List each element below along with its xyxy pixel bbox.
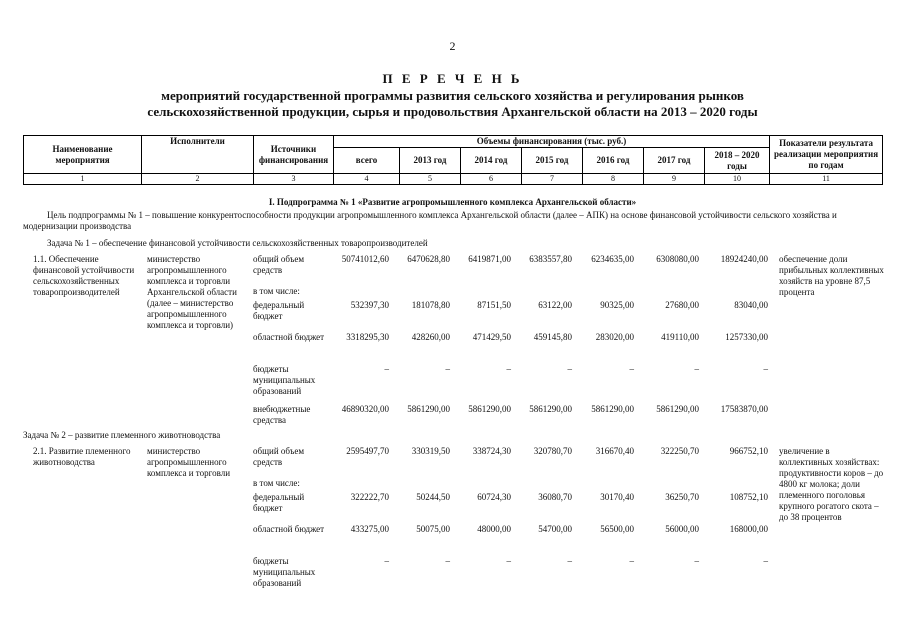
funding-value: 283020,00 bbox=[595, 332, 634, 342]
funding-value: 5861290,00 bbox=[407, 404, 450, 414]
col-number: 9 bbox=[644, 174, 705, 185]
funding-value: 27680,00 bbox=[665, 300, 699, 310]
header-total: всего bbox=[334, 148, 400, 174]
goal-text: Цель подпрограммы № 1 – повышение конкурентоспособности продукции агропромышленного комплекса Архангельской области (далее – АПК) на основе финансовой устойчивости сельского хозяйства и модернизации производства bbox=[23, 210, 837, 231]
col-number: 10 bbox=[705, 174, 770, 185]
funding-value: 428260,00 bbox=[411, 332, 450, 342]
funding-source: бюджеты муниципальных образований bbox=[253, 556, 316, 588]
subtitle-line-2: сельскохозяйственной продукции, сырья и продовольствия Архангельской области на 2013 – 2020 годы bbox=[147, 104, 758, 119]
activity-executor: министерство агропромышленного комплекса и торговли bbox=[147, 446, 231, 478]
funding-value: 330319,50 bbox=[411, 446, 450, 456]
funding-value: 6234635,00 bbox=[591, 254, 634, 264]
funding-value: 5861290,00 bbox=[656, 404, 699, 414]
col-number: 7 bbox=[522, 174, 583, 185]
funding-value: 90325,00 bbox=[600, 300, 634, 310]
funding-value: 83040,00 bbox=[734, 300, 768, 310]
funding-value: 54700,00 bbox=[538, 524, 572, 534]
funding-value: – bbox=[629, 556, 634, 566]
funding-value: 316670,40 bbox=[595, 446, 634, 456]
header-table bbox=[23, 135, 883, 185]
funding-value: – bbox=[506, 556, 511, 566]
funding-value: 17583870,00 bbox=[720, 404, 768, 414]
funding-value: 3318295,30 bbox=[346, 332, 389, 342]
col-number: 5 bbox=[400, 174, 461, 185]
funding-value: 459145,80 bbox=[533, 332, 572, 342]
funding-source: общий объем средств bbox=[253, 446, 305, 467]
col-number: 1 bbox=[24, 174, 142, 185]
funding-value: 56000,00 bbox=[665, 524, 699, 534]
funding-value: – bbox=[445, 364, 450, 374]
col-number: 8 bbox=[583, 174, 644, 185]
col-number: 2 bbox=[142, 174, 254, 185]
header-executors: Исполнители bbox=[142, 136, 254, 174]
funding-value: 18924240,00 bbox=[720, 254, 768, 264]
activity-executor: министерство агропромышленного комплекса и торговли Архангельской области (далее – министерство агропромышленного комплекса и торговли) bbox=[147, 254, 237, 330]
funding-value: 419110,00 bbox=[661, 332, 699, 342]
funding-value: 5861290,00 bbox=[591, 404, 634, 414]
funding-value: 6470628,80 bbox=[407, 254, 450, 264]
subtitle-line-1: мероприятий государственной программы развития сельского хозяйства и регулирования рынков bbox=[161, 88, 744, 103]
funding-value: 50075,00 bbox=[416, 524, 450, 534]
funding-value: 60724,30 bbox=[477, 492, 511, 502]
document-title: П Е Р Е Ч Е Н Ь bbox=[382, 71, 523, 86]
funding-value: 63122,00 bbox=[538, 300, 572, 310]
funding-value: 50244,50 bbox=[416, 492, 450, 502]
funding-value: 168000,00 bbox=[729, 524, 768, 534]
header-year-2017: 2017 год bbox=[644, 148, 705, 174]
col-number: 3 bbox=[254, 174, 334, 185]
funding-source: федеральный бюджет bbox=[253, 492, 305, 513]
document-subtitle bbox=[0, 88, 905, 120]
funding-value: 1257330,00 bbox=[725, 332, 768, 342]
funding-source: областной бюджет bbox=[253, 332, 325, 342]
funding-value: 36080,70 bbox=[538, 492, 572, 502]
header-year-2013: 2013 год bbox=[400, 148, 461, 174]
header-year-2014: 2014 год bbox=[461, 148, 522, 174]
funding-value: – bbox=[506, 364, 511, 374]
funding-value: – bbox=[384, 556, 389, 566]
subprogram-heading: I. Подпрограмма № 1 «Развитие агропромышленного комплекса Архангельской области» bbox=[268, 197, 637, 207]
funding-value: 532397,30 bbox=[350, 300, 389, 310]
activity-indicator: обеспечение доли прибыльных коллективных хозяйств на уровне 87,5 процента bbox=[779, 254, 884, 297]
col-number: 4 bbox=[334, 174, 400, 185]
page-number: 2 bbox=[449, 39, 456, 53]
funding-value: – bbox=[694, 556, 699, 566]
task-1-heading: Задача № 1 – обеспечение финансовой устойчивости сельскохозяйственных товаропроизводителей bbox=[47, 238, 428, 248]
header-funding: Объемы финансирования (тыс. руб.) bbox=[334, 136, 770, 148]
activity-name: 1.1. Обеспечение финансовой устойчивости сельскохозяйственных товаропроизводителей bbox=[33, 254, 135, 297]
col-number: 11 bbox=[770, 174, 883, 185]
funding-value: 56500,00 bbox=[600, 524, 634, 534]
funding-source: в том числе: bbox=[253, 286, 300, 296]
funding-source: федеральный бюджет bbox=[253, 300, 305, 321]
funding-value: 50741012,60 bbox=[341, 254, 389, 264]
header-year-2015: 2015 год bbox=[522, 148, 583, 174]
funding-source: бюджеты муниципальных образований bbox=[253, 364, 316, 396]
funding-value: 433275,00 bbox=[350, 524, 389, 534]
funding-value: 30170,40 bbox=[600, 492, 634, 502]
activity-indicator: увеличение в коллективных хозяйствах: продуктивности коров – до 4800 кг молока; доли племенного поголовья крупного рогатого скота – до 38 процентов bbox=[779, 446, 884, 522]
funding-value: – bbox=[445, 556, 450, 566]
header-indicators: Показатели результата реализации мероприятия по годам bbox=[770, 136, 883, 174]
funding-value: – bbox=[629, 364, 634, 374]
funding-value: 322222,70 bbox=[350, 492, 389, 502]
funding-value: 6383557,80 bbox=[529, 254, 572, 264]
funding-value: 320780,70 bbox=[533, 446, 572, 456]
funding-value: 36250,70 bbox=[665, 492, 699, 502]
funding-value: 5861290,00 bbox=[529, 404, 572, 414]
funding-source: внебюджетные средства bbox=[253, 404, 311, 425]
activity-name: 2.1. Развитие племенного животноводства bbox=[33, 446, 131, 467]
funding-value: – bbox=[763, 364, 768, 374]
funding-value: 966752,10 bbox=[729, 446, 768, 456]
funding-value: 181078,80 bbox=[411, 300, 450, 310]
header-sources: Источники финансирования bbox=[254, 136, 334, 174]
funding-value: – bbox=[567, 556, 572, 566]
funding-value: 48000,00 bbox=[477, 524, 511, 534]
funding-value: 6419871,00 bbox=[468, 254, 511, 264]
funding-value: – bbox=[384, 364, 389, 374]
funding-value: 471429,50 bbox=[472, 332, 511, 342]
funding-value: 108752,10 bbox=[729, 492, 768, 502]
funding-value: 6308080,00 bbox=[656, 254, 699, 264]
col-number: 6 bbox=[461, 174, 522, 185]
funding-value: 5861290,00 bbox=[468, 404, 511, 414]
funding-source: общий объем средств bbox=[253, 254, 305, 275]
funding-source: областной бюджет bbox=[253, 524, 325, 534]
funding-value: – bbox=[763, 556, 768, 566]
funding-value: 46890320,00 bbox=[341, 404, 389, 414]
funding-value: 87151,50 bbox=[477, 300, 511, 310]
header-year-2016: 2016 год bbox=[583, 148, 644, 174]
header-year-2018-2020: 2018 – 2020 годы bbox=[705, 148, 770, 174]
funding-source: в том числе: bbox=[253, 478, 300, 488]
funding-value: – bbox=[694, 364, 699, 374]
header-name: Наименование мероприятия bbox=[24, 136, 142, 174]
funding-value: 338724,30 bbox=[472, 446, 511, 456]
task-2-heading: Задача № 2 – развитие племенного животноводства bbox=[23, 430, 221, 440]
funding-value: 2595497,70 bbox=[346, 446, 389, 456]
funding-value: 322250,70 bbox=[660, 446, 699, 456]
funding-value: – bbox=[567, 364, 572, 374]
